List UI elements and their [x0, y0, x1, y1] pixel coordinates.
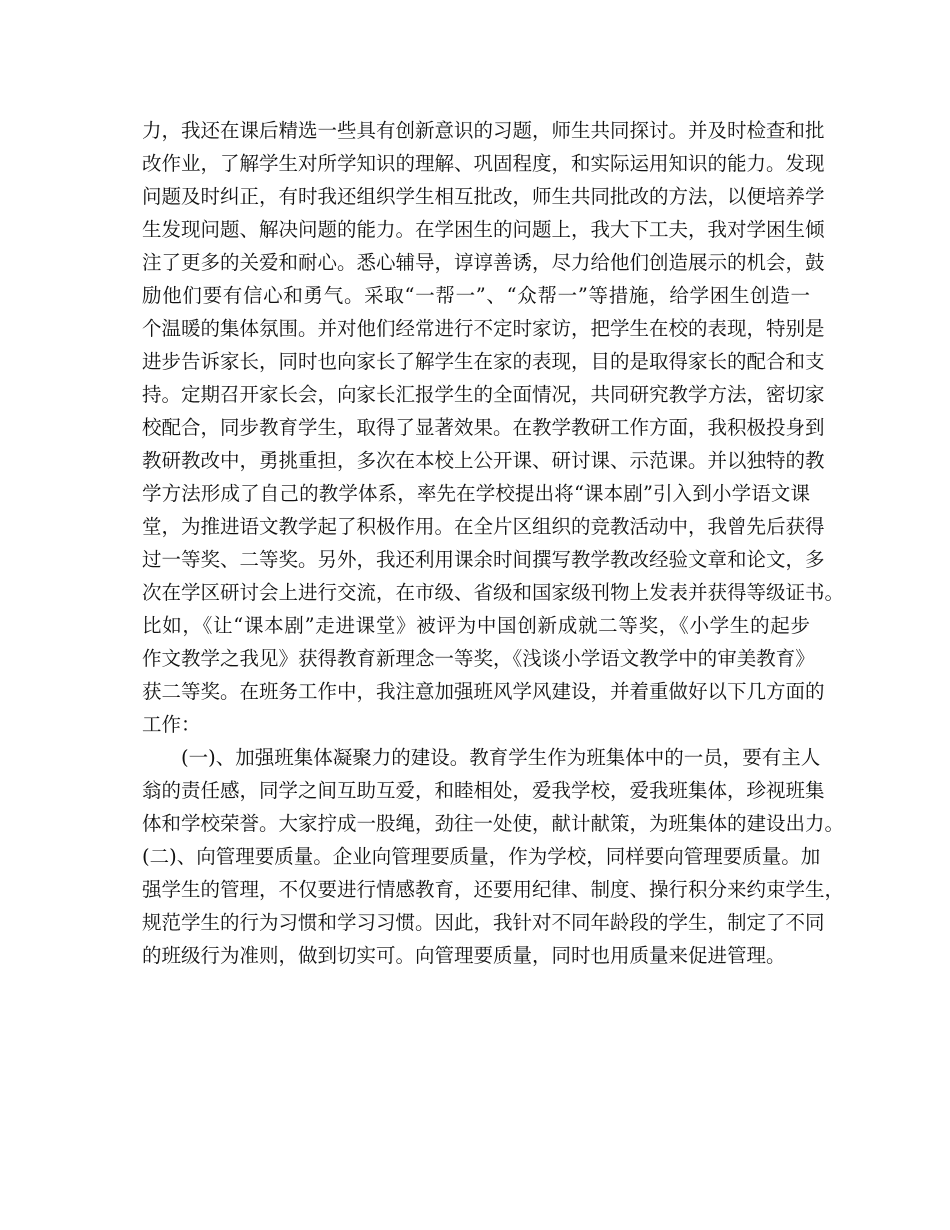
- text-line: 学方法形成了自己的教学体系，率先在学校提出将“课本剧”引入到小学语文课: [142, 482, 810, 505]
- text-line: 个温暖的集体氛围。并对他们经常进行不定时家访，把学生在校的表现，特别是: [142, 317, 825, 340]
- text-line: 改作业，了解学生对所学知识的理解、巩固程度，和实际运用知识的能力。发现: [142, 152, 825, 175]
- text-line: (二)、向管理要质量。企业向管理要质量，作为学校，同样要向管理要质量。加: [142, 845, 821, 868]
- text-line: 过一等奖、二等奖。另外，我还利用课余时间撰写教学教改经验文章和论文，多: [142, 548, 825, 571]
- text-line: 次在学区研讨会上进行交流，在市级、省级和国家级刊物上发表并获得等级证书。: [142, 581, 845, 604]
- text-line: 体和学校荣誉。大家拧成一股绳，劲往一处使，献计献策，为班集体的建设出力。: [142, 812, 845, 835]
- text-line: 工作：: [142, 713, 201, 736]
- text-line: 问题及时纠正，有时我还组织学生相互批改，师生共同批改的方法，以便培养学: [142, 185, 825, 208]
- text-line: 翁的责任感，同学之间互助互爱，和睦相处，爱我学校，爱我班集体，珍视班集: [142, 779, 825, 802]
- text-line: 注了更多的关爱和耐心。悉心辅导，谆谆善诱，尽力给他们创造展示的机会，鼓: [142, 251, 825, 274]
- text-line: 教研教改中，勇挑重担，多次在本校上公开课、研讨课、示范课。并以独特的教: [142, 449, 825, 472]
- text-line: 生发现问题、解决问题的能力。在学困生的问题上，我大下工夫，我对学困生倾: [142, 218, 825, 241]
- text-line: 持。定期召开家长会，向家长汇报学生的全面情况，共同研究教学方法，密切家: [142, 383, 825, 406]
- text-line: 强学生的管理，不仅要进行情感教育，还要用纪律、制度、操行积分来约束学生，: [142, 878, 845, 901]
- text-line: (一)、加强班集体凝聚力的建设。教育学生作为班集体中的一员，要有主人: [181, 746, 821, 769]
- text-line: 的班级行为准则，做到切实可。向管理要质量，同时也用质量来促进管理。: [142, 944, 786, 967]
- text-line: 校配合，同步教育学生，取得了显著效果。在教学教研工作方面，我积极投身到: [142, 416, 825, 439]
- text-line: 作文教学之我见》获得教育新理念一等奖，《浅谈小学语文教学中的审美教育》: [142, 647, 815, 670]
- text-line: 比如，《让“课本剧”走进课堂》被评为中国创新成就二等奖，《小学生的起步: [142, 614, 810, 637]
- text-line: 力，我还在课后精选一些具有创新意识的习题，师生共同探讨。并及时检查和批: [142, 119, 825, 142]
- text-line: 励他们要有信心和勇气。采取“一帮一”、“众帮一”等措施，给学困生创造一: [142, 284, 810, 307]
- text-line: 堂，为推进语文教学起了积极作用。在全片区组织的竞教活动中，我曾先后获得: [142, 515, 825, 538]
- document-page: [142, 114, 845, 972]
- text-line: 进步告诉家长，同时也向家长了解学生在家的表现，目的是取得家长的配合和支: [142, 350, 825, 373]
- text-line: 获二等奖。在班务工作中，我注意加强班风学风建设，并着重做好以下几方面的: [142, 680, 825, 703]
- text-line: 规范学生的行为习惯和学习习惯。因此，我针对不同年龄段的学生，制定了不同: [142, 911, 825, 934]
